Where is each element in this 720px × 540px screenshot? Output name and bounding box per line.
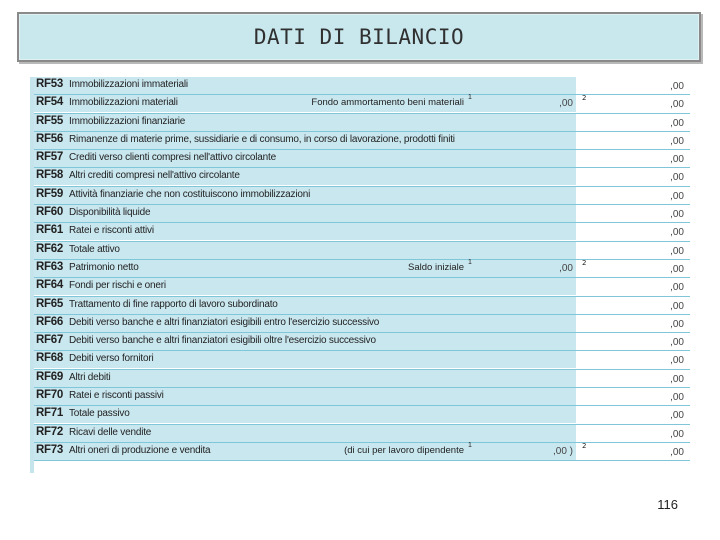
row-description: Fondi per rischi e oneri [69, 280, 166, 292]
amount-field[interactable] [579, 388, 690, 405]
amount-value: ,00 [670, 337, 684, 349]
form-row-rf63 [34, 260, 690, 278]
amount-value: ,00 [670, 190, 684, 202]
form-row-rf57 [34, 150, 690, 168]
row-code: RF54 [36, 96, 63, 109]
form-row-rf69 [34, 370, 690, 388]
form-row-rf70 [34, 388, 690, 406]
amount-value: ,00 [670, 282, 684, 294]
form-row-rf53 [34, 77, 690, 95]
amount-value: ,00 [670, 446, 684, 458]
page-number: 116 [657, 497, 678, 512]
row-description: Debiti verso banche e altri finanziatori esigibili oltre l'esercizio successivo [69, 335, 376, 347]
row-description: Altri oneri di produzione e vendita [69, 444, 211, 456]
slide-title: DATI DI BILANCIO [253, 25, 465, 49]
field-2-number: 2 [582, 258, 587, 267]
amount-field[interactable] [579, 132, 690, 149]
row-code: RF53 [36, 78, 63, 90]
row-description: Crediti verso clienti compresi nell'attivo circolante [69, 152, 276, 164]
row-sub-label: Fondo ammortamento beni materiali [311, 97, 464, 109]
amount-value: ,00 [670, 81, 684, 92]
amount-field[interactable] [579, 95, 690, 112]
form-row-rf71 [34, 406, 690, 424]
amount-field[interactable] [579, 297, 690, 314]
form-row-rf72 [34, 425, 690, 443]
form-row-rf68 [34, 351, 690, 369]
form-row-rf62 [34, 242, 690, 260]
row-description: Altri crediti compresi nell'attivo circolante [69, 170, 240, 182]
row-description: Disponibilità liquide [69, 207, 151, 219]
amount-value: ,00 [670, 227, 684, 239]
row-code: RF66 [36, 315, 63, 328]
row-description: Immobilizzazioni immateriali [69, 79, 188, 90]
row-sub-label: (di cui per lavoro dipendente [344, 444, 464, 456]
field-1-number: 1 [468, 258, 472, 266]
amount-field[interactable] [579, 370, 690, 387]
field-1-number: 1 [468, 94, 472, 102]
row-code: RF62 [36, 242, 63, 255]
row-description: Immobilizzazioni finanziarie [69, 115, 186, 127]
form-row-rf66 [34, 315, 690, 333]
amount-field[interactable] [579, 223, 690, 240]
amount-value: ,00 [670, 117, 684, 129]
field-2-number: 2 [582, 94, 587, 103]
form-row-rf65 [34, 297, 690, 315]
row-sub-label: Saldo iniziale [408, 261, 464, 273]
amount-value: ,00 [670, 355, 684, 367]
amount-value: ,00 [670, 392, 684, 404]
row-description: Ratei e risconti passivi [69, 390, 164, 402]
row-description: Patrimonio netto [69, 261, 139, 273]
amount-field[interactable] [579, 333, 690, 350]
row-description: Ricavi delle vendite [69, 426, 152, 438]
amount-field[interactable] [579, 242, 690, 259]
row-code: RF56 [36, 132, 63, 145]
row-code: RF65 [36, 297, 63, 310]
slide-title-bar [17, 12, 701, 62]
field-1[interactable] [466, 95, 576, 112]
amount-value: ,00 [670, 135, 684, 147]
row-code: RF58 [36, 169, 63, 182]
form-row-rf55 [34, 114, 690, 132]
amount-value: ,00 [670, 172, 684, 184]
amount-value: ,00 [670, 300, 684, 312]
row-background [34, 370, 579, 387]
row-code: RF60 [36, 206, 63, 219]
row-code: RF61 [36, 224, 63, 237]
row-code: RF63 [36, 260, 63, 273]
form-row-rf60 [34, 205, 690, 223]
amount-value: ,00 [670, 209, 684, 221]
field-1-number: 1 [468, 441, 472, 449]
amount-field[interactable] [579, 315, 690, 332]
row-code: RF69 [36, 370, 63, 383]
row-code: RF71 [36, 407, 63, 420]
field-2-number: 2 [582, 441, 587, 450]
amount-field[interactable] [579, 77, 690, 94]
amount-field[interactable] [579, 278, 690, 295]
amount-value: ,00 [670, 318, 684, 330]
amount-value: ,00 [670, 428, 684, 440]
form-row-rf59 [34, 187, 690, 205]
row-description: Trattamento di fine rapporto di lavoro subordinato [69, 298, 278, 310]
form-row-rf58 [34, 168, 690, 186]
form-row-rf56 [34, 132, 690, 150]
row-code: RF72 [36, 425, 63, 438]
amount-field[interactable] [579, 351, 690, 368]
row-code: RF67 [36, 334, 63, 347]
field-1-value: ,00 [559, 262, 573, 274]
row-code: RF59 [36, 187, 63, 200]
form-row-rf67 [34, 333, 690, 351]
amount-value: ,00 [670, 154, 684, 166]
row-code: RF70 [36, 389, 63, 402]
amount-field[interactable] [579, 168, 690, 185]
amount-field[interactable] [579, 425, 690, 442]
row-description: Attività finanziarie che non costituiscono immobilizzazioni [69, 188, 311, 200]
form-row-rf64 [34, 278, 690, 296]
form-row-rf73 [34, 443, 690, 461]
amount-value: ,00 [670, 99, 684, 111]
field-1[interactable] [466, 260, 576, 277]
row-description: Totale passivo [69, 408, 130, 420]
amount-value: ,00 [670, 263, 684, 275]
amount-field[interactable] [579, 205, 690, 222]
amount-field[interactable] [579, 187, 690, 204]
row-description: Rimanenze di materie prime, sussidiarie e di consumo, in corso di lavorazione, prodotti finiti [69, 133, 455, 145]
field-1-value: ,00 [559, 98, 573, 110]
row-code: RF68 [36, 352, 63, 365]
tax-form-table [30, 77, 690, 473]
amount-field[interactable] [579, 406, 690, 423]
row-code: RF57 [36, 151, 63, 164]
amount-field[interactable] [579, 260, 690, 277]
row-description: Totale attivo [69, 243, 120, 255]
amount-field[interactable] [579, 114, 690, 131]
form-row-rf61 [34, 223, 690, 241]
amount-field[interactable] [579, 443, 690, 460]
row-description: Immobilizzazioni materiali [69, 97, 178, 109]
row-description: Debiti verso fornitori [69, 353, 154, 365]
row-description: Ratei e risconti attivi [69, 225, 154, 237]
amount-field[interactable] [579, 150, 690, 167]
row-code: RF73 [36, 443, 63, 456]
amount-value: ,00 [670, 410, 684, 422]
row-code: RF55 [36, 114, 63, 127]
amount-value: ,00 [670, 373, 684, 385]
row-description: Debiti verso banche e altri finanziatori esigibili entro l'esercizio successivo [69, 316, 380, 328]
form-row-rf54 [34, 95, 690, 113]
row-code: RF64 [36, 279, 63, 292]
field-1-value: ,00 ) [552, 445, 573, 457]
field-1[interactable] [466, 443, 576, 460]
row-description: Altri debiti [69, 371, 111, 383]
amount-value: ,00 [670, 245, 684, 257]
